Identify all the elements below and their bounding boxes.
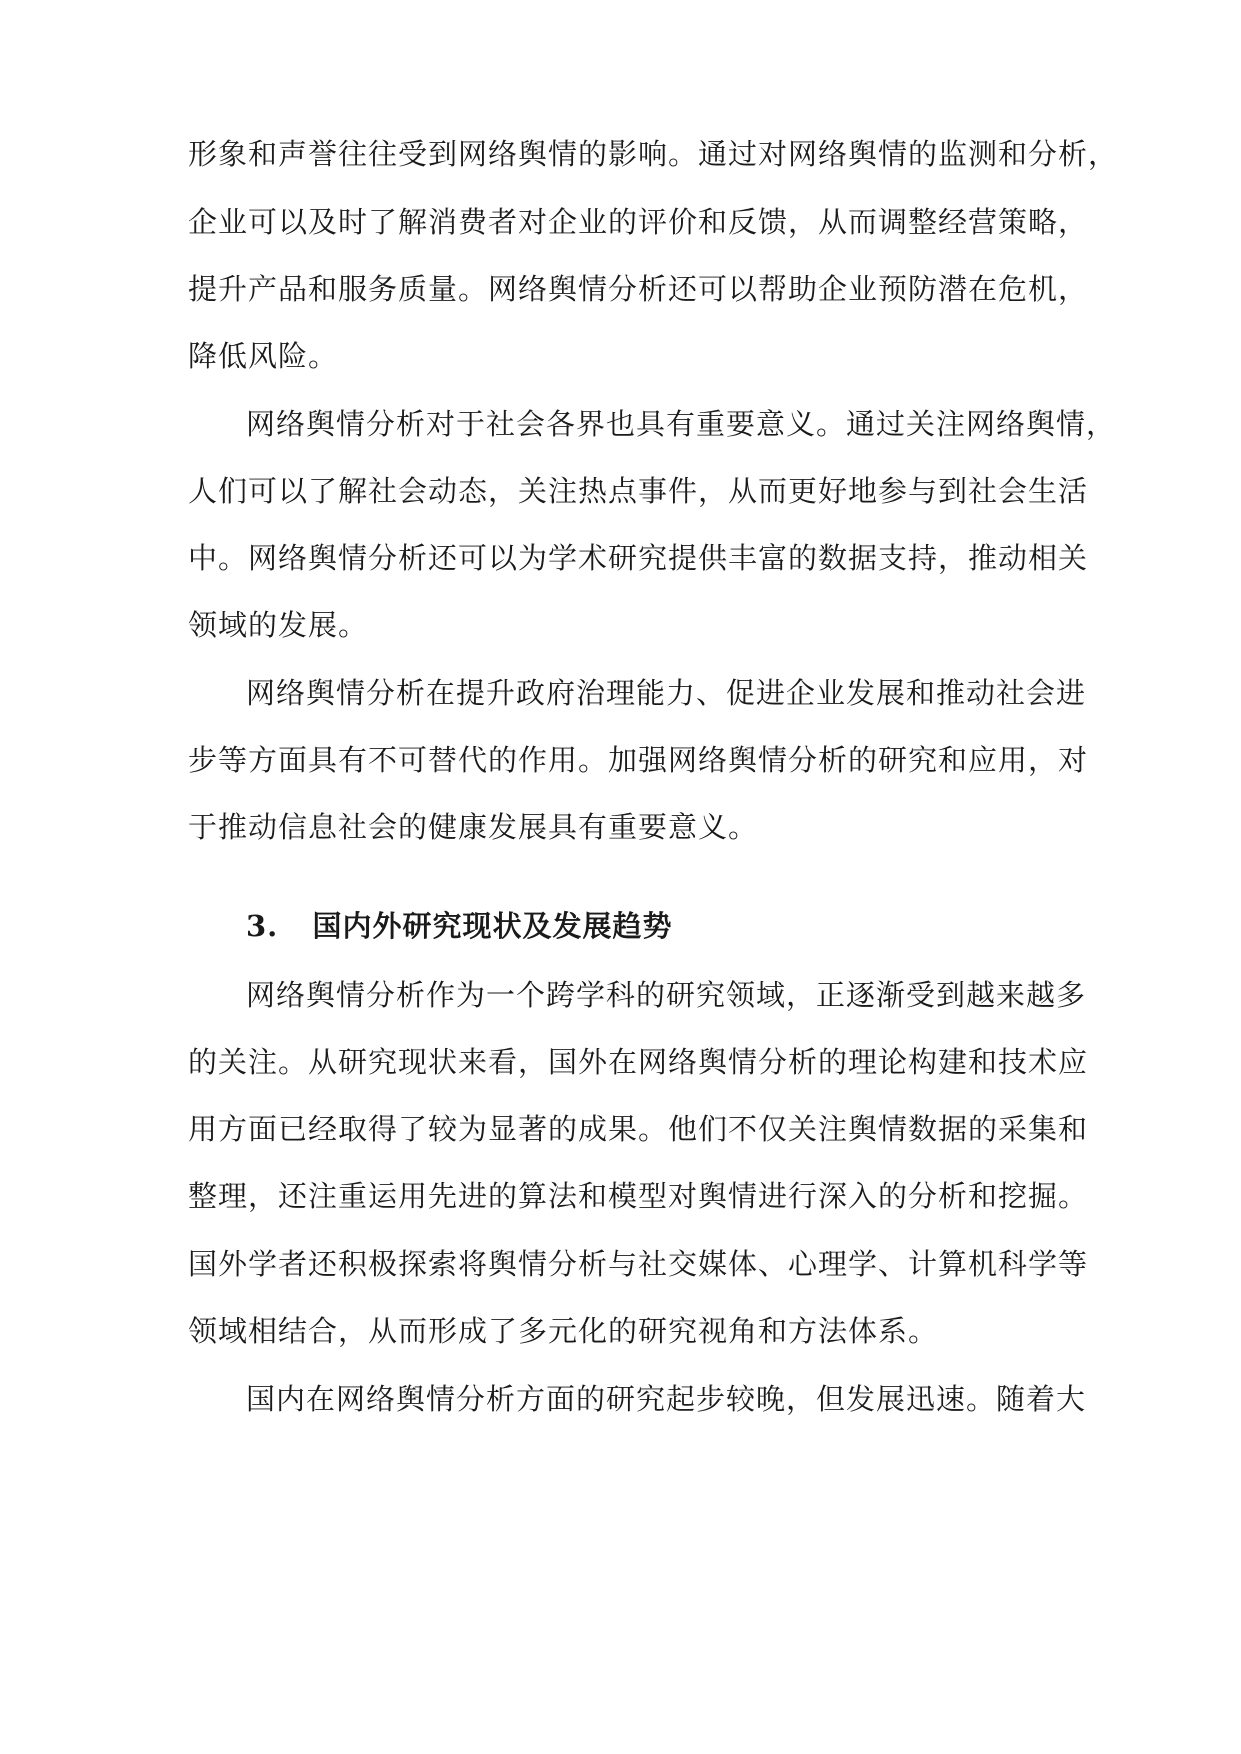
text-line: 网络舆情分析在提升政府治理能力、促进企业发展和推动社会进: [246, 676, 1087, 710]
text-line: 国内在网络舆情分析方面的研究起步较晚，但发展迅速。随着大: [246, 1382, 1087, 1416]
text-line: 网络舆情分析对于社会各界也具有重要意义。通过关注网络舆情，: [246, 407, 1117, 441]
text-line: 提升产品和服务质量。网络舆情分析还可以帮助企业预防潜在危机，: [188, 272, 1089, 306]
text-line: 形象和声誉往往受到网络舆情的影响。通过对网络舆情的监测和分析，: [188, 137, 1119, 171]
text-line: 领域相结合，从而形成了多元化的研究视角和方法体系。: [188, 1314, 939, 1348]
text-line: 领域的发展。: [188, 608, 369, 642]
text-line: 国外学者还积极探索将舆情分析与社交媒体、心理学、计算机科学等: [188, 1247, 1089, 1281]
text-line: 于推动信息社会的健康发展具有重要意义。: [188, 810, 759, 844]
section-number: 3.: [246, 909, 279, 943]
text-line: 中。网络舆情分析还可以为学术研究提供丰富的数据支持，推动相关: [188, 541, 1089, 575]
text-line: 降低风险。: [188, 339, 339, 373]
section-heading: [246, 906, 673, 946]
section-title: 国内外研究现状及发展趋势: [312, 909, 673, 943]
text-line: 整理，还注重运用先进的算法和模型对舆情进行深入的分析和挖掘。: [188, 1179, 1089, 1213]
text-line: 人们可以了解社会动态，关注热点事件，从而更好地参与到社会生活: [188, 474, 1089, 508]
text-line: 企业可以及时了解消费者对企业的评价和反馈，从而调整经营策略，: [188, 205, 1089, 239]
text-line: 网络舆情分析作为一个跨学科的研究领域，正逐渐受到越来越多: [246, 978, 1087, 1012]
text-line: 用方面已经取得了较为显著的成果。他们不仅关注舆情数据的采集和: [188, 1112, 1089, 1146]
text-line: 的关注。从研究现状来看，国外在网络舆情分析的理论构建和技术应: [188, 1045, 1089, 1079]
text-line: 步等方面具有不可替代的作用。加强网络舆情分析的研究和应用，对: [188, 743, 1089, 777]
